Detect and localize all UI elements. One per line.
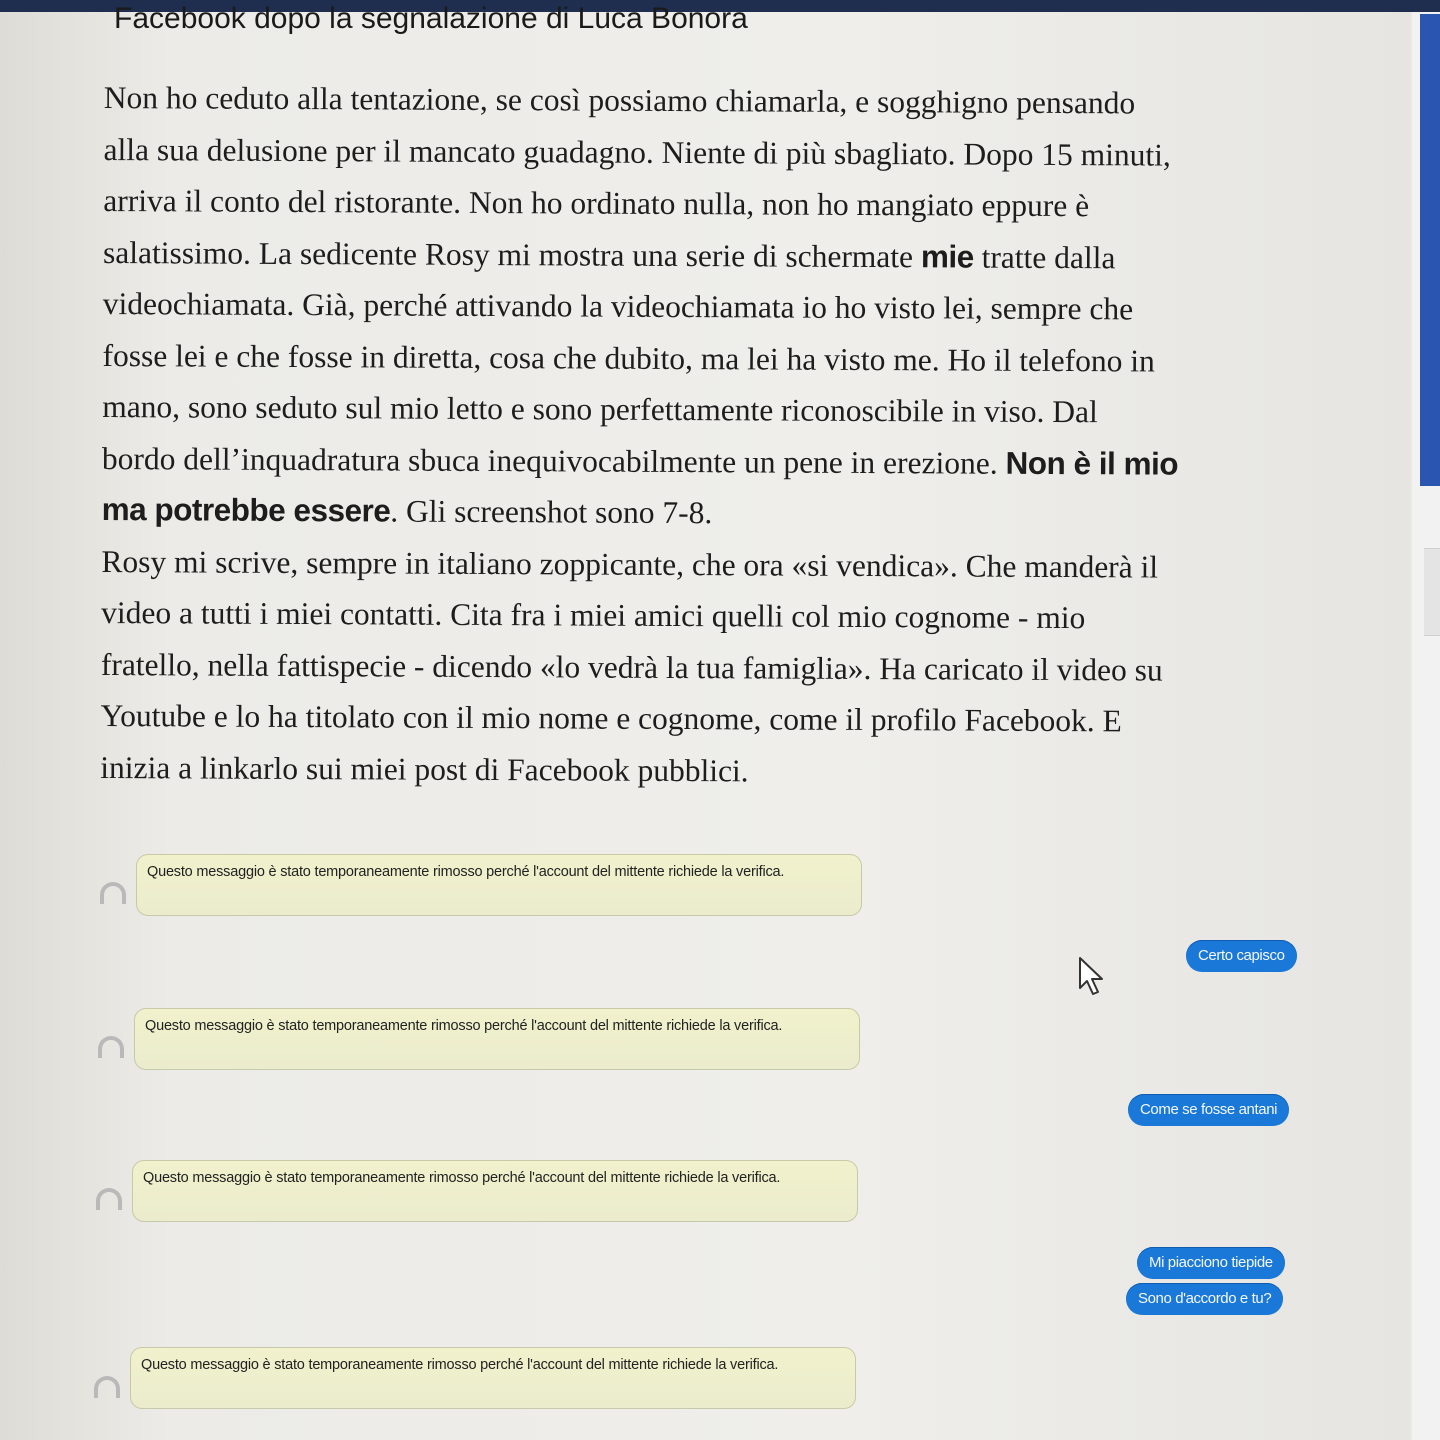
removed-message-bubble: Questo messaggio è stato temporaneamente rimosso perché l'account del mittente richiede la verifica. [130,1347,856,1409]
image-caption: Facebook dopo la segnalazione di Luca Bonora [114,2,748,35]
bold-text: mie [920,237,974,275]
text-line: Rosy mi scrive, sempre in italiano zoppicante, che ora «si vendica». Che manderà il [101,543,1159,585]
user-avatar-icon [98,1036,124,1058]
scrollbar-thumb[interactable] [1420,14,1440,486]
bold-text: ma potrebbe essere [101,490,391,529]
user-avatar-icon [100,882,126,904]
user-avatar-icon [94,1376,120,1398]
bold-text: Non è il mio [1005,444,1179,482]
text-span: tratte dalla [973,239,1116,275]
removed-message-bubble: Questo messaggio è stato temporaneamente rimosso perché l'account del mittente richiede la verifica. [134,1008,860,1070]
sent-message-bubble: Mi piacciono tiepide [1137,1247,1285,1279]
text-line: videochiamata. Già, perché attivando la videochiamata io ho visto lei, sempre che [102,285,1134,327]
text-line: video a tutti i miei contatti. Cita fra i miei amici quelli col mio cognome - mio [101,594,1086,636]
user-avatar-icon [96,1188,122,1210]
sent-message-bubble: Sono d'accordo e tu? [1126,1283,1283,1315]
text-line: inizia a linkarlo sui miei post di Facebook pubblici. [100,749,749,788]
removed-message-bubble: Questo messaggio è stato temporaneamente rimosso perché l'account del mittente richiede la verifica. [132,1160,858,1222]
scrollbar-grip[interactable] [1424,548,1440,636]
text-line: Non ho ceduto alla tentazione, se così possiamo chiamarla, e sogghigno pensando [103,79,1136,121]
mouse-pointer-icon [1078,956,1108,998]
text-span: bordo dell’inquadratura sbuca inequivocabilmente un pene in erezione. [101,440,1006,481]
text-span: . Gli screenshot sono 7-8. [390,493,713,531]
text-line: mano, sono seduto sul mio letto e sono perfettamente riconoscibile in viso. Dal [102,388,1098,430]
text-line: alla sua delusione per il mancato guadagno. Niente di più sbagliato. Dopo 15 minuti, [103,131,1171,173]
text-line: Youtube e lo ha titolato con il mio nome e cognome, come il profilo Facebook. E [100,697,1122,739]
text-line: fratello, nella fattispecie - dicendo «lo vedrà la tua famiglia». Ha caricato il video su [100,646,1163,688]
removed-message-bubble: Questo messaggio è stato temporaneamente rimosso perché l'account del mittente richiede la verifica. [136,854,862,916]
sent-message-bubble: Come se fosse antani [1128,1094,1289,1126]
text-span: salatissimo. La sedicente Rosy mi mostra una serie di schermate [102,234,922,274]
text-line: fosse lei e che fosse in diretta, cosa che dubito, ma lei ha visto me. Ho il telefono in [102,337,1155,379]
sent-message-bubble: Certo capisco [1186,940,1297,972]
text-line: arriva il conto del ristorante. Non ho ordinato nulla, non ho mangiato eppure è [103,182,1090,224]
